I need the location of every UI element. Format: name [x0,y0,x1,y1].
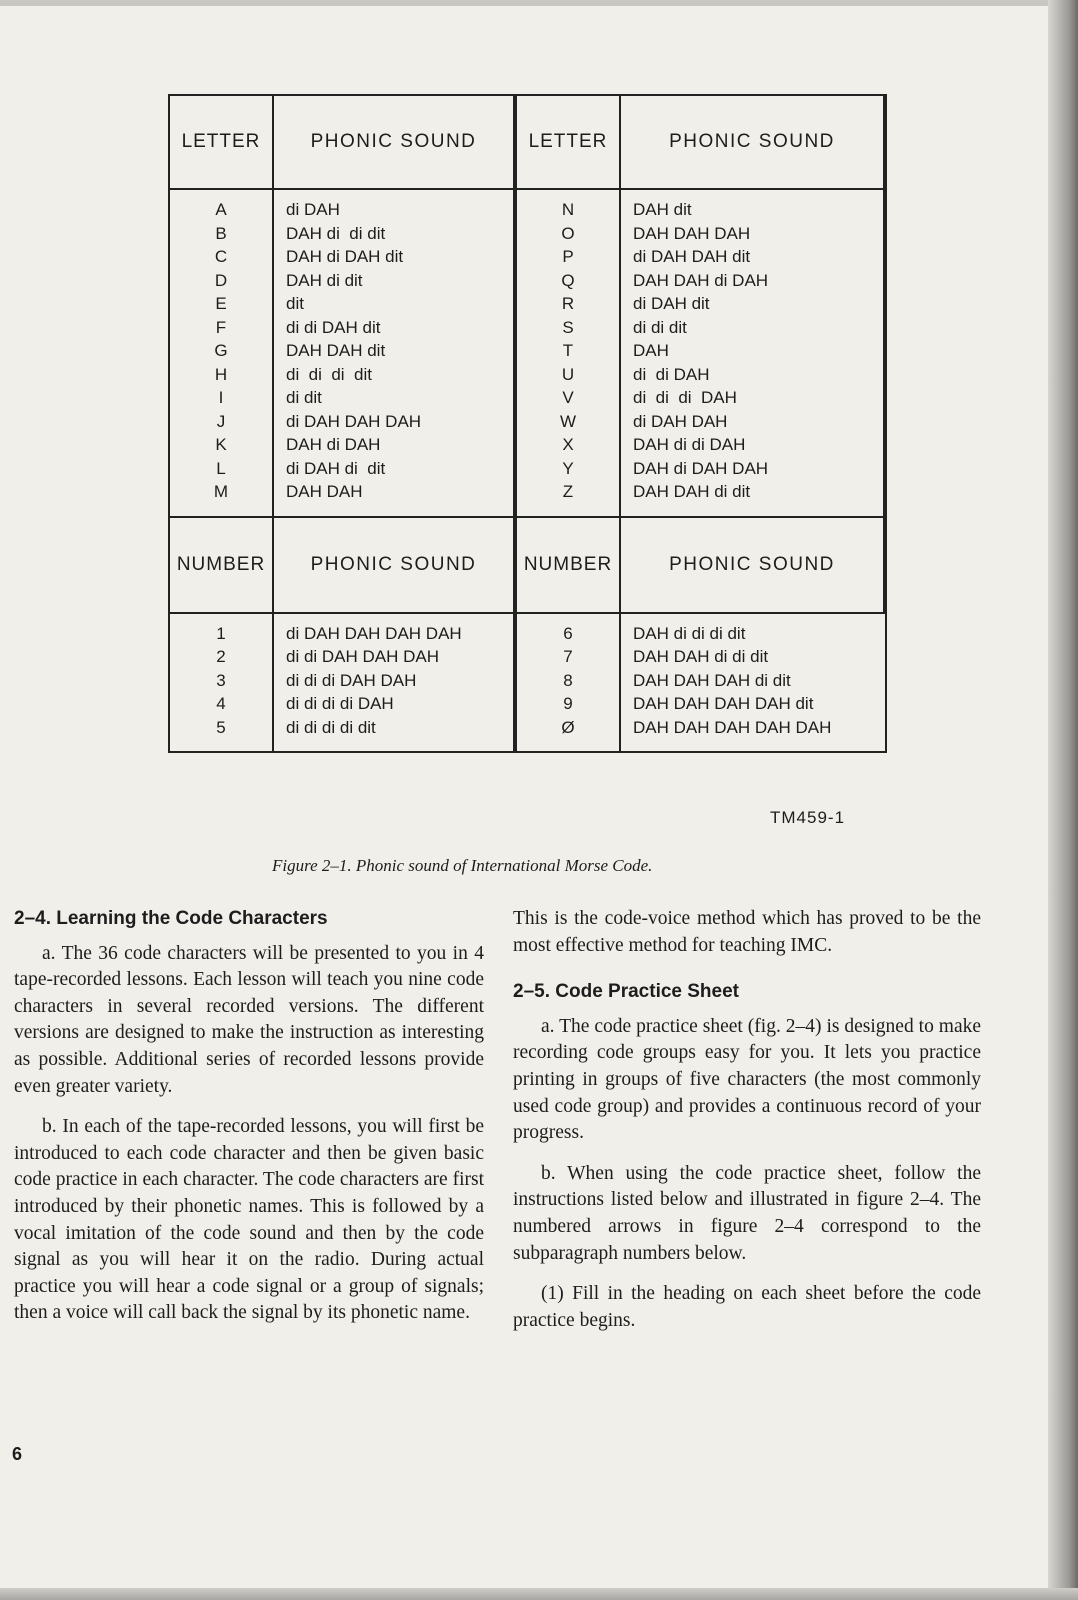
phonic-sound-cell: DAH DAH di DAH [633,270,769,290]
phonic-sound-cell: DAH di dit [286,270,363,290]
letters-left-column [170,190,274,518]
letter-cell: L [216,458,226,478]
numbers-left-column [170,614,274,752]
right-text-column [513,906,981,1334]
phonic-sound-cell: di di di di dit [286,717,376,737]
header-number-right: NUMBER [517,518,621,614]
phonic-sound-cell: di DAH di dit [286,458,386,478]
header-sound-left: PHONIC SOUND [274,96,517,190]
phonic-sound-cell: di DAH DAH [633,411,728,431]
section-2-5-para-b: b. When using the code practice sheet, follow the instructions listed below and illustrated in figure 2–4. The numbered arrows in figure 2–4 correspond to the subparagraph numbers below. [513,1162,981,1264]
letter-cell: F [215,317,227,337]
morse-code-table [168,94,887,753]
header-number-sound-left: PHONIC SOUND [274,518,517,614]
letter-cell: R [561,294,575,313]
section-2-5-title: 2–5. Code Practice Sheet [513,981,739,1003]
letter-cell: M [213,482,229,501]
phonic-sound-cell: DAH DAH di di dit [633,647,769,666]
letter-cell: O [561,223,575,243]
left-text-column [14,906,484,1327]
sounds-right-column [621,190,885,518]
letter-cell: H [214,364,228,384]
number-cell: 2 [216,647,226,666]
phonic-sound-cell: DAH DAH DAH [633,223,751,243]
letter-cell: V [562,388,574,407]
phonic-sound-cell: di dit [286,388,322,407]
number-sounds-left-column [274,614,517,752]
section-2-4-title: 2–4. Learning the Code Characters [14,908,328,929]
sounds-left-column [274,190,517,518]
phonic-sound-cell: DAH di DAH DAH [633,458,769,478]
letter-cell: T [562,341,574,360]
phonic-sound-cell: di DAH dit [633,294,710,313]
letter-cell: P [562,247,574,266]
phonic-sound-cell: DAH DAH [286,482,363,501]
phonic-sound-cell: DAH DAH di dit [633,482,751,501]
letter-cell: X [562,435,574,454]
number-cell: Ø [561,717,575,737]
number-cell: 6 [563,623,573,643]
phonic-sound-cell: DAH DAH DAH di dit [633,670,791,690]
phonic-sound-cell: DAH DAH DAH DAH dit [633,694,814,713]
figure-id-tag: TM459-1 [770,808,846,827]
binding-edge-shadow [1048,0,1078,1600]
number-sounds-right-column [621,614,885,752]
phonic-sound-cell: DAH [633,341,669,360]
number-cell: 5 [216,717,226,737]
figure-caption: Figure 2–1. Phonic sound of International Morse Code. [272,856,653,875]
letter-cell: D [214,270,228,290]
phonic-sound-cell: dit [286,294,304,313]
section-2-4-para-b: b. In each of the tape-recorded lessons, you will first be introduced to each code character and then be given basic code practice in each character. The code characters are first introduced by their phonetic names. This is followed by a vocal imitation of the code sound and then by the code signal as you will hear it on the radio. During actual practice you will hear a code signal or a group of signals; then a voice will call back the signal by its phonetic name. [14,1116,484,1324]
phonic-sound-cell: di di dit [633,317,687,337]
letter-cell: S [562,317,574,337]
number-cell: 9 [563,694,573,713]
numbers-right-column [517,614,621,752]
phonic-sound-cell: DAH di DAH dit [286,247,404,266]
letter-cell: I [218,388,224,407]
header-number-left: NUMBER [170,518,274,614]
header-letter-right: LETTER [517,96,621,190]
letter-cell: N [561,200,575,219]
phonic-sound-cell: di di DAH DAH DAH [286,647,440,666]
section-2-5-para-1: (1) Fill in the heading on each sheet before the code practice begins. [513,1283,981,1331]
phonic-sound-cell: DAH di di di dit [633,623,746,643]
letter-cell: Z [562,482,574,501]
letters-right-column [517,190,621,518]
phonic-sound-cell: di di di DAH [633,388,737,407]
phonic-sound-cell: di DAH [286,200,340,219]
section-2-4-continuation: This is the code-voice method which has proved to be the most effective method for teaching IMC. [513,908,981,956]
header-letter-left: LETTER [170,96,274,190]
phonic-sound-cell: di di di dit [286,364,372,384]
phonic-sound-cell: DAH di di dit [286,223,386,243]
phonic-sound-cell: di di DAH [633,364,710,384]
letter-cell: U [561,364,575,384]
number-cell: 8 [563,670,573,690]
letter-cell: C [214,247,228,266]
phonic-sound-cell: di di DAH dit [286,317,381,337]
section-2-5-para-a: a. The code practice sheet (fig. 2–4) is designed to make recording code groups easy for you. It lets you practice printing in groups of five characters (the most commonly used code group) and provides a continuous record of your progress. [513,1015,981,1144]
scan-bottom-edge [0,1588,1078,1600]
section-2-4-para-a: a. The 36 code characters will be presented to you in 4 tape-recorded lessons. Each lesson will teach you nine code characters in several recorded versions. The different versions are designed to make the instruction as interesting as possible. Additional series of recorded lessons provide even greater variety. [14,942,484,1097]
number-cell: 7 [563,647,573,666]
number-cell: 1 [216,623,226,643]
header-number-sound-right: PHONIC SOUND [621,518,885,614]
letter-cell: E [215,294,227,313]
letter-cell: K [215,435,227,454]
number-cell: 3 [216,670,226,690]
phonic-sound-cell: DAH di DAH [286,435,381,454]
letter-cell: J [216,411,226,431]
letter-cell: W [559,411,577,431]
phonic-sound-cell: di DAH DAH DAH [286,411,422,431]
phonic-sound-cell: DAH DAH DAH DAH DAH [633,717,832,737]
letter-cell: Y [562,458,574,478]
letter-cell: B [215,223,227,243]
phonic-sound-cell: DAH dit [633,200,692,219]
letter-cell: Q [561,270,575,290]
phonic-sound-cell: DAH di di DAH [633,435,746,454]
page-number: 6 [12,1444,23,1464]
phonic-sound-cell: di DAH DAH DAH DAH [286,623,462,643]
phonic-sound-cell: di DAH DAH dit [633,247,751,266]
number-cell: 4 [216,694,226,713]
phonic-sound-cell: di di di di DAH [286,694,394,713]
letters-section [170,96,885,751]
letter-cell: A [215,200,227,219]
phonic-sound-cell: DAH DAH dit [286,341,386,360]
phonic-sound-cell: di di di DAH DAH [286,670,417,690]
header-sound-right: PHONIC SOUND [621,96,885,190]
letter-cell: G [214,341,228,360]
